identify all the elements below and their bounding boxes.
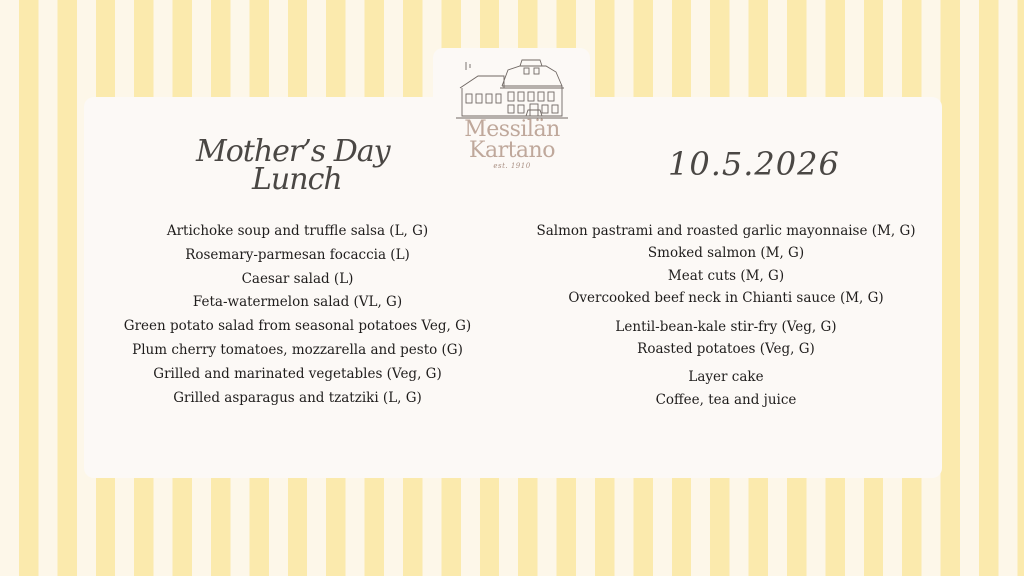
menu-item: Plum cherry tomatoes, mozzarella and pesto (G) [132,341,463,358]
menu-item: Roasted potatoes (Veg, G) [637,340,815,357]
menu-item: Meat cuts (M, G) [667,267,785,284]
menu-right-column [520,220,932,411]
menu-left-column [100,220,495,410]
menu-item: Grilled asparagus and tzatziki (L, G) [173,389,422,406]
menu-item: Grilled and marinated vegetables (Veg, G) [153,365,442,382]
menu-item: Smoked salmon (M, G) [647,245,805,262]
event-title-line2: Lunch [252,162,342,197]
menu-item: Lentil-bean-kale stir-fry (Veg, G) [615,318,837,335]
menu-item: Caesar salad (L) [241,270,354,287]
logo-established: est. 1910 [493,162,531,170]
menu-item: Overcooked beef neck in Chianti sauce (M, G) [568,290,884,307]
menu-item: Layer cake [688,369,764,386]
menu-item: Feta-watermelon salad (VL, G) [192,294,403,311]
menu-item: Salmon pastrami and roasted garlic mayonnaise (M, G) [536,223,916,239]
menu-item: Rosemary-parmesan focaccia (L) [185,246,410,263]
manor-house-icon [456,58,568,122]
menu-item: Artichoke soup and truffle salsa (L, G) [166,223,429,239]
menu-item: Coffee, tea and juice [655,391,797,408]
logo-name-line1: Messilän [464,117,560,142]
manor-logo [448,58,576,176]
event-date: 10.5.2026 [668,145,840,183]
logo-name-line2: Kartano [469,138,555,163]
menu-item: Green potato salad from seasonal potatoes Veg, G) [123,318,472,335]
event-title-line1: Mother’s Day [196,134,390,169]
